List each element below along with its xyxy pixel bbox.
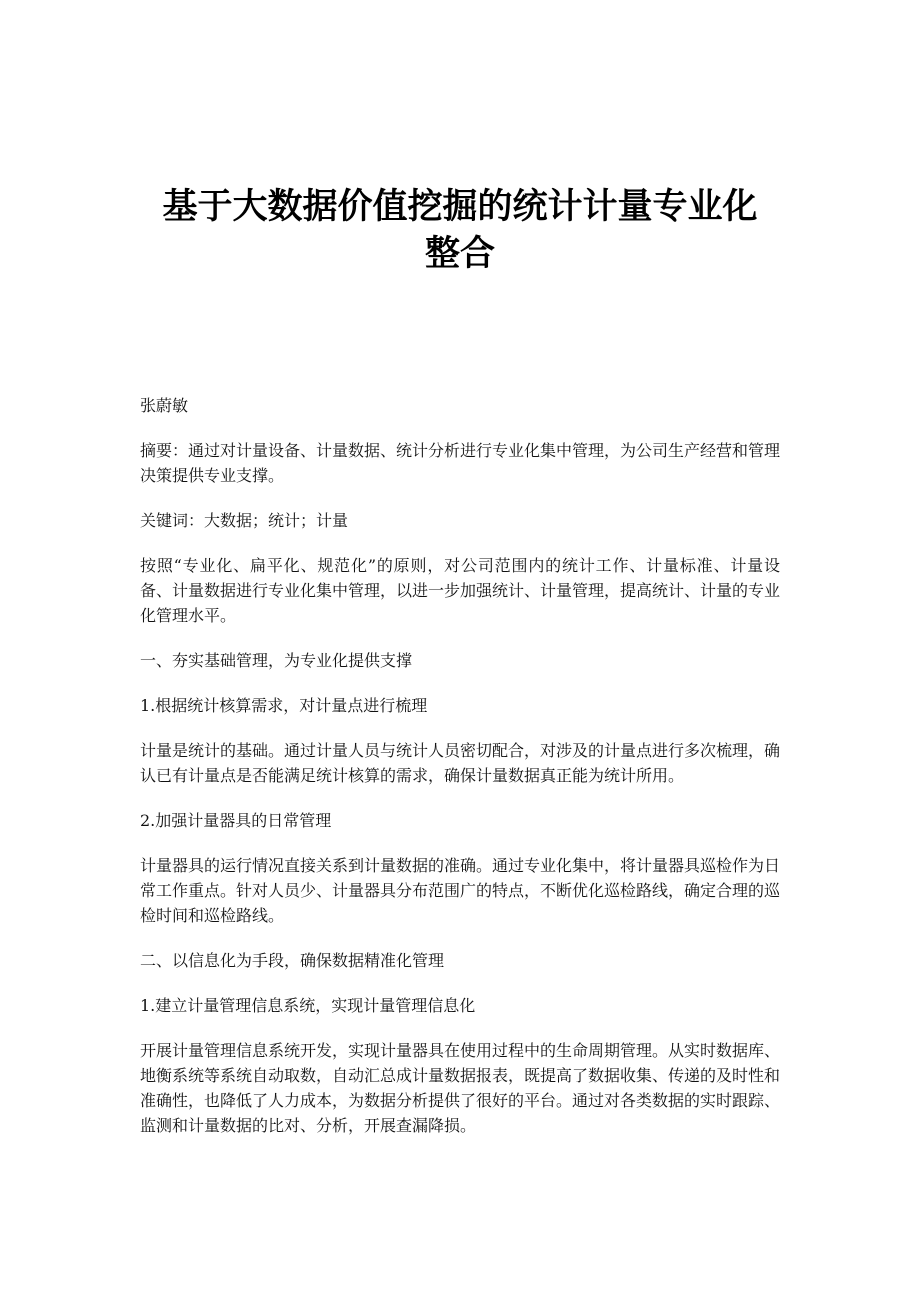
paragraph-2-1: 开展计量管理信息系统开发，实现计量器具在使用过程中的生命周期管理。从实时数据库、地衡系统等系统自动取数，自动汇总成计量数据报表，既提高了数据收集、传递的及时性和准确性，也降低了人力成本，为数据分析提供了很好的平台。通过对各类数据的实时跟踪、监测和计量数据的比对、分析，开展查漏降损。 [140, 1041, 781, 1135]
subsection-heading-1-1: 1.根据统计核算需求，对计量点进行梳理 [140, 696, 428, 715]
document-title [100, 184, 820, 278]
abstract: 摘要：通过对计量设备、计量数据、统计分析进行专业化集中管理，为公司生产经营和管理决策提供专业支撑。 [140, 441, 781, 485]
section-heading-1: 一、夯实基础管理，为专业化提供支撑 [140, 651, 413, 670]
paragraph-1-1: 计量是统计的基础。通过计量人员与统计人员密切配合，对涉及的计量点进行多次梳理，确认已有计量点是否能满足统计核算的需求，确保计量数据真正能为统计所用。 [140, 741, 781, 785]
title-line-2: 整合 [424, 234, 495, 274]
title-line-1: 基于大数据价值挖掘的统计计量专业化 [162, 187, 758, 227]
document-body [140, 393, 780, 1158]
section-heading-2: 二、以信息化为手段，确保数据精准化管理 [140, 951, 445, 970]
subsection-heading-2-1: 1.建立计量管理信息系统，实现计量管理信息化 [140, 996, 476, 1015]
author: 张蔚敏 [140, 396, 189, 415]
subsection-heading-1-2: 2.加强计量器具的日常管理 [140, 811, 332, 830]
paragraph-1-2: 计量器具的运行情况直接关系到计量数据的准确。通过专业化集中，将计量器具巡检作为日常工作重点。针对人员少、计量器具分布范围广的特点，不断优化巡检路线，确定合理的巡检时间和巡检路线。 [140, 856, 781, 925]
intro-paragraph: 按照“专业化、扁平化、规范化”的原则，对公司范围内的统计工作、计量标准、计量设备、计量数据进行专业化集中管理，以进一步加强统计、计量管理，提高统计、计量的专业化管理水平。 [140, 556, 781, 625]
keywords: 关键词：大数据；统计；计量 [140, 511, 349, 530]
